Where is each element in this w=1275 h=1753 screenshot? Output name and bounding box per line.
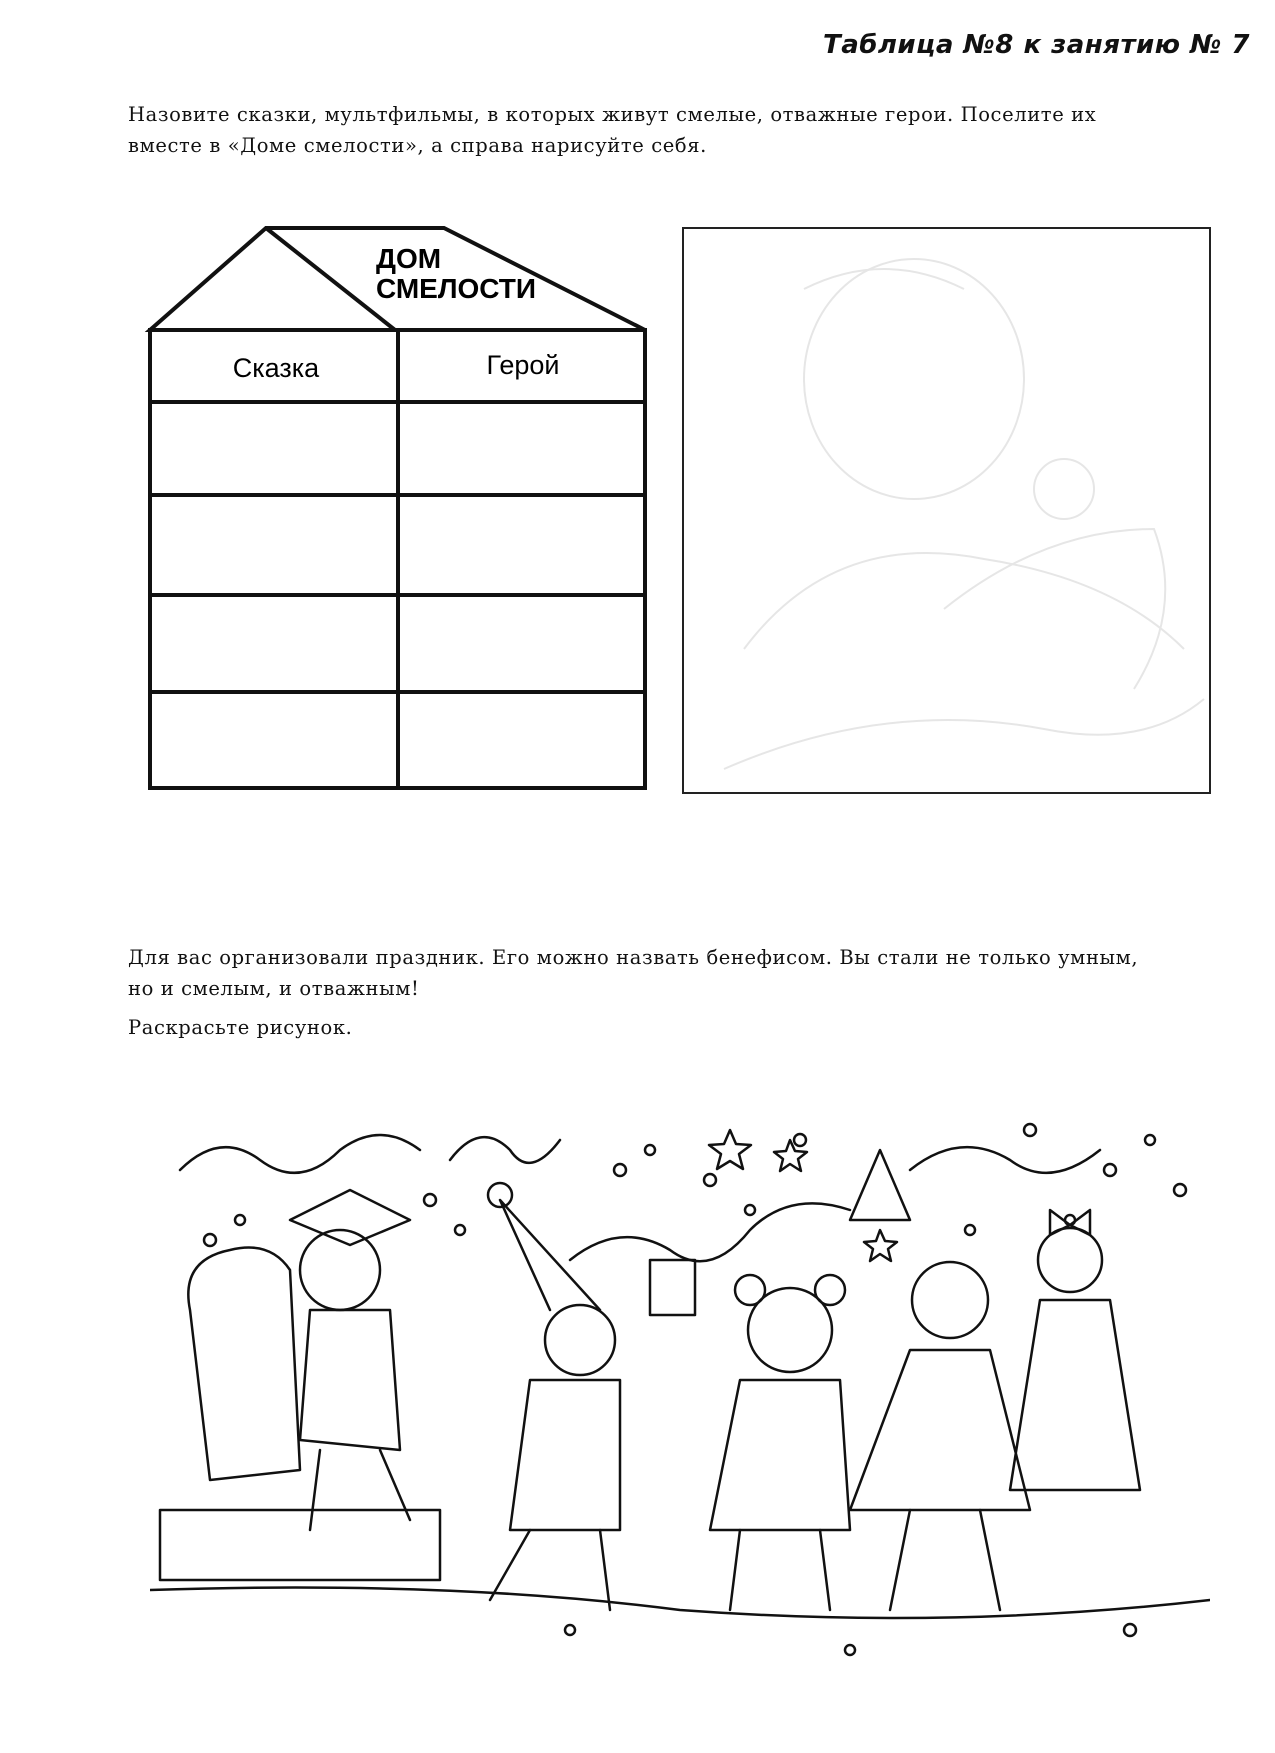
task2-line-2: но и смелым, и отважным! xyxy=(128,977,420,1000)
streamer xyxy=(180,1135,420,1173)
boy-body xyxy=(300,1310,400,1450)
girl-dress xyxy=(850,1350,1030,1510)
cell-tale-1[interactable] xyxy=(154,406,396,493)
streamer xyxy=(570,1203,850,1261)
boy-legs xyxy=(310,1450,410,1530)
task1-instruction xyxy=(128,99,1238,161)
throne xyxy=(188,1248,300,1481)
house-of-courage-table xyxy=(140,218,660,798)
streamer xyxy=(910,1147,1100,1173)
cell-hero-3[interactable] xyxy=(400,599,643,690)
party-hat xyxy=(850,1150,910,1220)
star-icon xyxy=(864,1230,897,1261)
clown-head xyxy=(545,1305,615,1375)
graduation-cap xyxy=(290,1190,410,1245)
roof-title-line-1: ДОМ xyxy=(376,243,442,274)
task2-line-1: Для вас организовали праздник. Его можно назвать бенефисом. Вы стали не только умным, xyxy=(128,946,1139,969)
cell-hero-1[interactable] xyxy=(400,406,643,493)
task2-text xyxy=(128,942,1238,1004)
clown-body xyxy=(510,1380,620,1530)
cell-tale-2[interactable] xyxy=(154,499,396,593)
star-icon xyxy=(709,1130,751,1169)
cell-hero-2[interactable] xyxy=(400,499,643,593)
streamer xyxy=(450,1137,560,1163)
top-hat xyxy=(650,1260,695,1315)
cell-tale-4[interactable] xyxy=(154,696,396,786)
column-header-geroy: Герой xyxy=(486,350,560,380)
girl-legs xyxy=(890,1510,1000,1610)
bear-body xyxy=(710,1380,850,1530)
clown-hat xyxy=(500,1200,600,1310)
task2-instruction: Раскрасьте рисунок. xyxy=(128,1016,353,1039)
bow-girl-head xyxy=(1038,1228,1102,1292)
party-coloring-illustration[interactable] xyxy=(150,1110,1210,1670)
floor-line xyxy=(150,1588,1210,1619)
self-portrait-drawing-box[interactable] xyxy=(682,227,1211,794)
girl-head xyxy=(912,1262,988,1338)
column-header-skazka: Сказка xyxy=(232,353,320,383)
page-header: Таблица №8 к занятию № 7 xyxy=(822,30,1250,60)
clown-legs xyxy=(490,1530,610,1610)
pedestal xyxy=(160,1510,440,1580)
task1-line-1: Назовите сказки, мультфильмы, в которых живут смелые, отважные герои. Поселите их xyxy=(128,103,1097,126)
cell-tale-3[interactable] xyxy=(154,599,396,690)
roof-title-line-2: СМЕЛОСТИ xyxy=(376,273,537,304)
faint-background-illustration xyxy=(684,229,1209,792)
confetti xyxy=(204,1124,1186,1655)
bear-legs xyxy=(730,1530,830,1610)
task1-line-2: вместе в «Доме смелости», а справа нарисуйте себя. xyxy=(128,134,707,157)
bow-girl-body xyxy=(1010,1300,1140,1490)
cell-hero-4[interactable] xyxy=(400,696,643,786)
